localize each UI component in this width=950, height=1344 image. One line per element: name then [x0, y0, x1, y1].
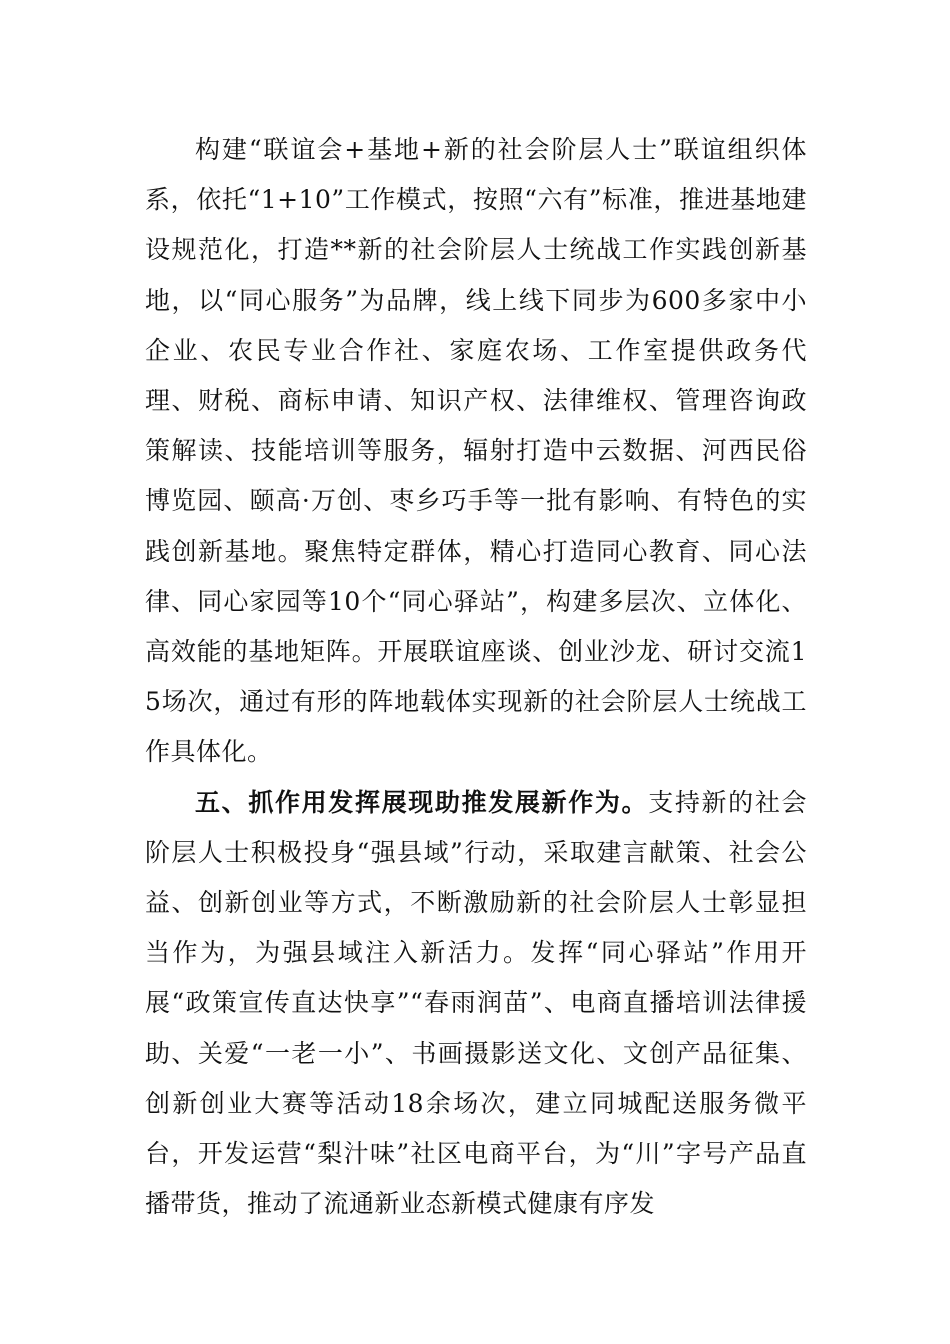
document-body [145, 125, 807, 1229]
paragraph-section-five [145, 778, 807, 1230]
paragraph-base-building-text: 构建“联谊会+基地+新的社会阶层人士”联谊组织体系，依托“1+10”工作模式，按照“六有”标准，推进基地建设规范化，打造**新的社会阶层人士统战工作实践创新基地，以“同心服务”为品牌，线上线下同步为600多家中小企业、农民专业合作社、家庭农场、工作室提供政务代理、财税、商标申请、知识产权、法律维权、管理咨询政策解读、技能培训等服务，辐射打造中云数据、河西民俗博览园、颐高·万创、枣乡巧手等一批有影响、有特色的实践创新基地。聚焦特定群体，精心打造同心教育、同心法律、同心家园等10个“同心驿站”，构建多层次、立体化、高效能的基地矩阵。开展联谊座谈、创业沙龙、研讨交流15场次，通过有形的阵地载体实现新的社会阶层人士统战工作具体化。 [145, 135, 807, 767]
section-five-body: 支持新的社会阶层人士积极投身“强县域”行动，采取建言献策、社会公益、创新创业等方式，不断激励新的社会阶层人士彰显担当作为，为强县域注入新活力。发挥“同心驿站”作用开展“政策宣传直达快享”“春雨润苗”、电商直播培训法律援助、关爱“一老一小”、书画摄影送文化、文创产品征集、创新创业大赛等活动18余场次，建立同城配送服务微平台，开发运营“梨汁味”社区电商平台，为“川”字号产品直播带货，推动了流通新业态新模式健康有序发 [145, 787, 807, 1219]
section-five-heading: 五、抓作用发挥展现助推发展新作为。 [195, 787, 649, 817]
paragraph-base-building [145, 125, 807, 778]
